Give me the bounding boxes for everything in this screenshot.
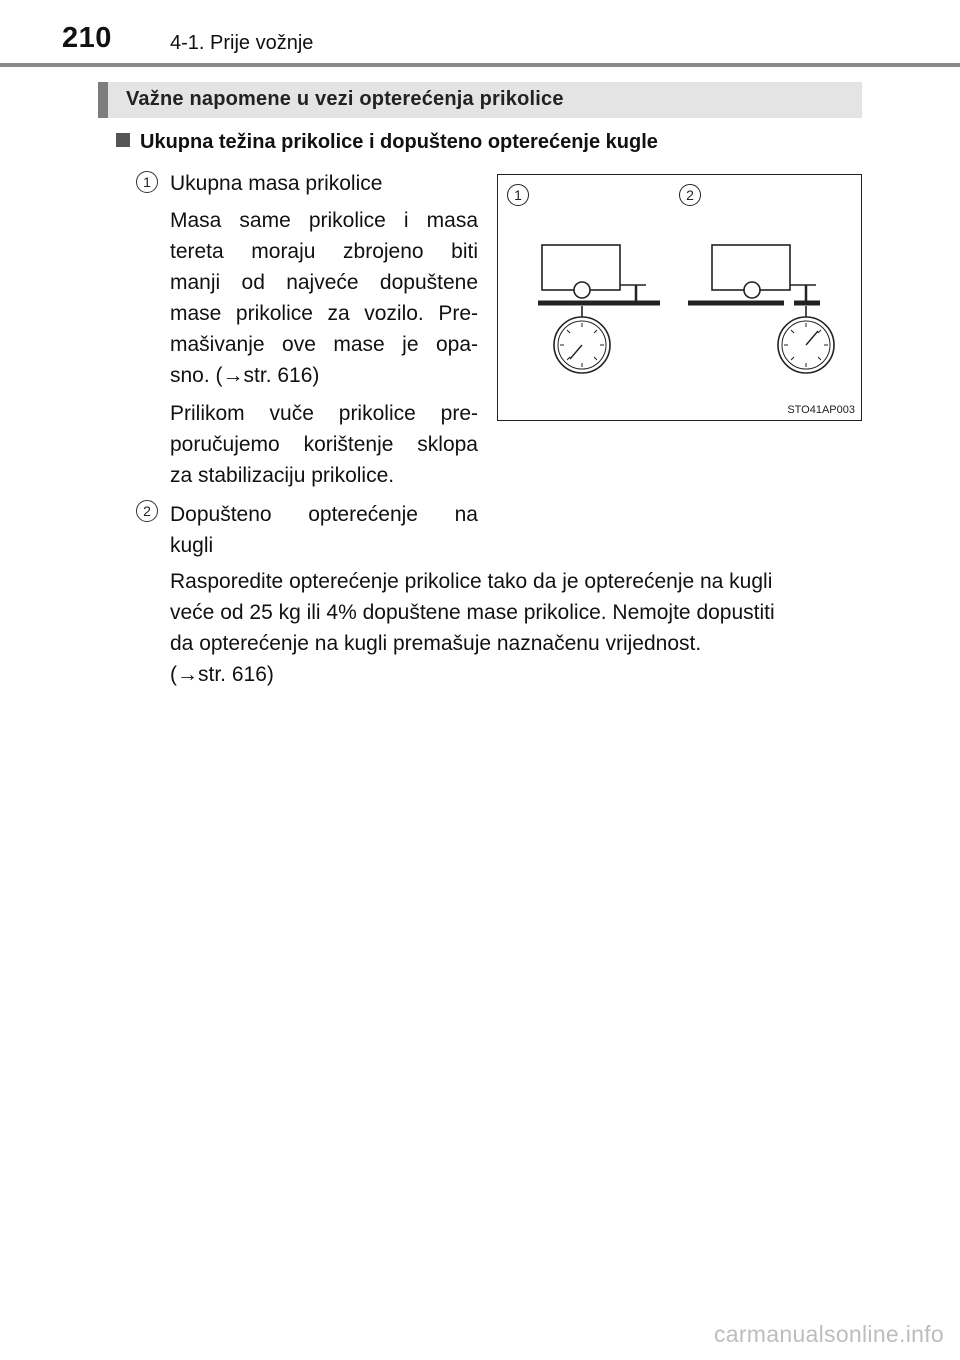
trailer-load-illustration — [497, 174, 862, 421]
text-line: veće od 25 kg ili 4% dopuštene mase prikolice. Nemojte dopustiti — [170, 601, 775, 624]
text-line: tereta moraju zbrojeno biti — [170, 240, 478, 263]
text-line: da opterećenje na kugli premašuje naznačenu vrijednost. — [170, 632, 702, 655]
subheading — [116, 131, 658, 154]
item-1-paragraph-2 — [170, 398, 478, 491]
wheel-icon — [744, 282, 760, 298]
text-line: Rasporedite opterećenje prikolice tako da je opterećenje na kugli — [170, 570, 773, 593]
text-line: Prilikom vuče prikolice pre- — [170, 402, 478, 425]
figure-label-1: 1 — [507, 184, 529, 206]
wheel-icon — [574, 282, 590, 298]
text-line: mase prikolice za vozilo. Pre- — [170, 302, 478, 325]
text-line: sno. (→str. 616) — [170, 364, 320, 387]
figure-code: STO41AP003 — [787, 404, 855, 416]
text-line: mašivanje ove mase je opa- — [170, 333, 478, 356]
note-banner — [98, 82, 862, 118]
header-divider — [0, 63, 960, 67]
item-2-title — [170, 499, 478, 561]
item-1-title: Ukupna masa prikolice — [170, 172, 383, 195]
text-line: poručujemo korištenje sklopa — [170, 433, 478, 456]
item-2-paragraph — [170, 566, 860, 690]
section-title: 4-1. Prije vožnje — [170, 32, 314, 54]
text-line: Masa same prikolice i masa — [170, 209, 478, 232]
note-banner-title: Važne napomene u vezi opterećenja prikolice — [126, 88, 564, 110]
figure-label-2: 2 — [679, 184, 701, 206]
text-line: Dopušteno opterećenje na — [170, 503, 478, 526]
page-number: 210 — [62, 22, 112, 54]
watermark: carmanualsonline.info — [713, 1321, 944, 1347]
text-line: kugli — [170, 534, 214, 557]
item-number-2: 2 — [136, 500, 158, 522]
text-line: za stabilizaciju prikolice. — [170, 464, 395, 487]
trailer-scale-drawing — [498, 175, 863, 422]
text-line: (→str. 616) — [170, 663, 274, 686]
item-1-paragraph-1 — [170, 205, 478, 391]
subheading-text: Ukupna težina prikolice i dopušteno opterećenje kugle — [140, 131, 658, 153]
item-number-1: 1 — [136, 171, 158, 193]
square-bullet-icon — [116, 133, 130, 147]
text-line: manji od najveće dopuštene — [170, 271, 478, 294]
